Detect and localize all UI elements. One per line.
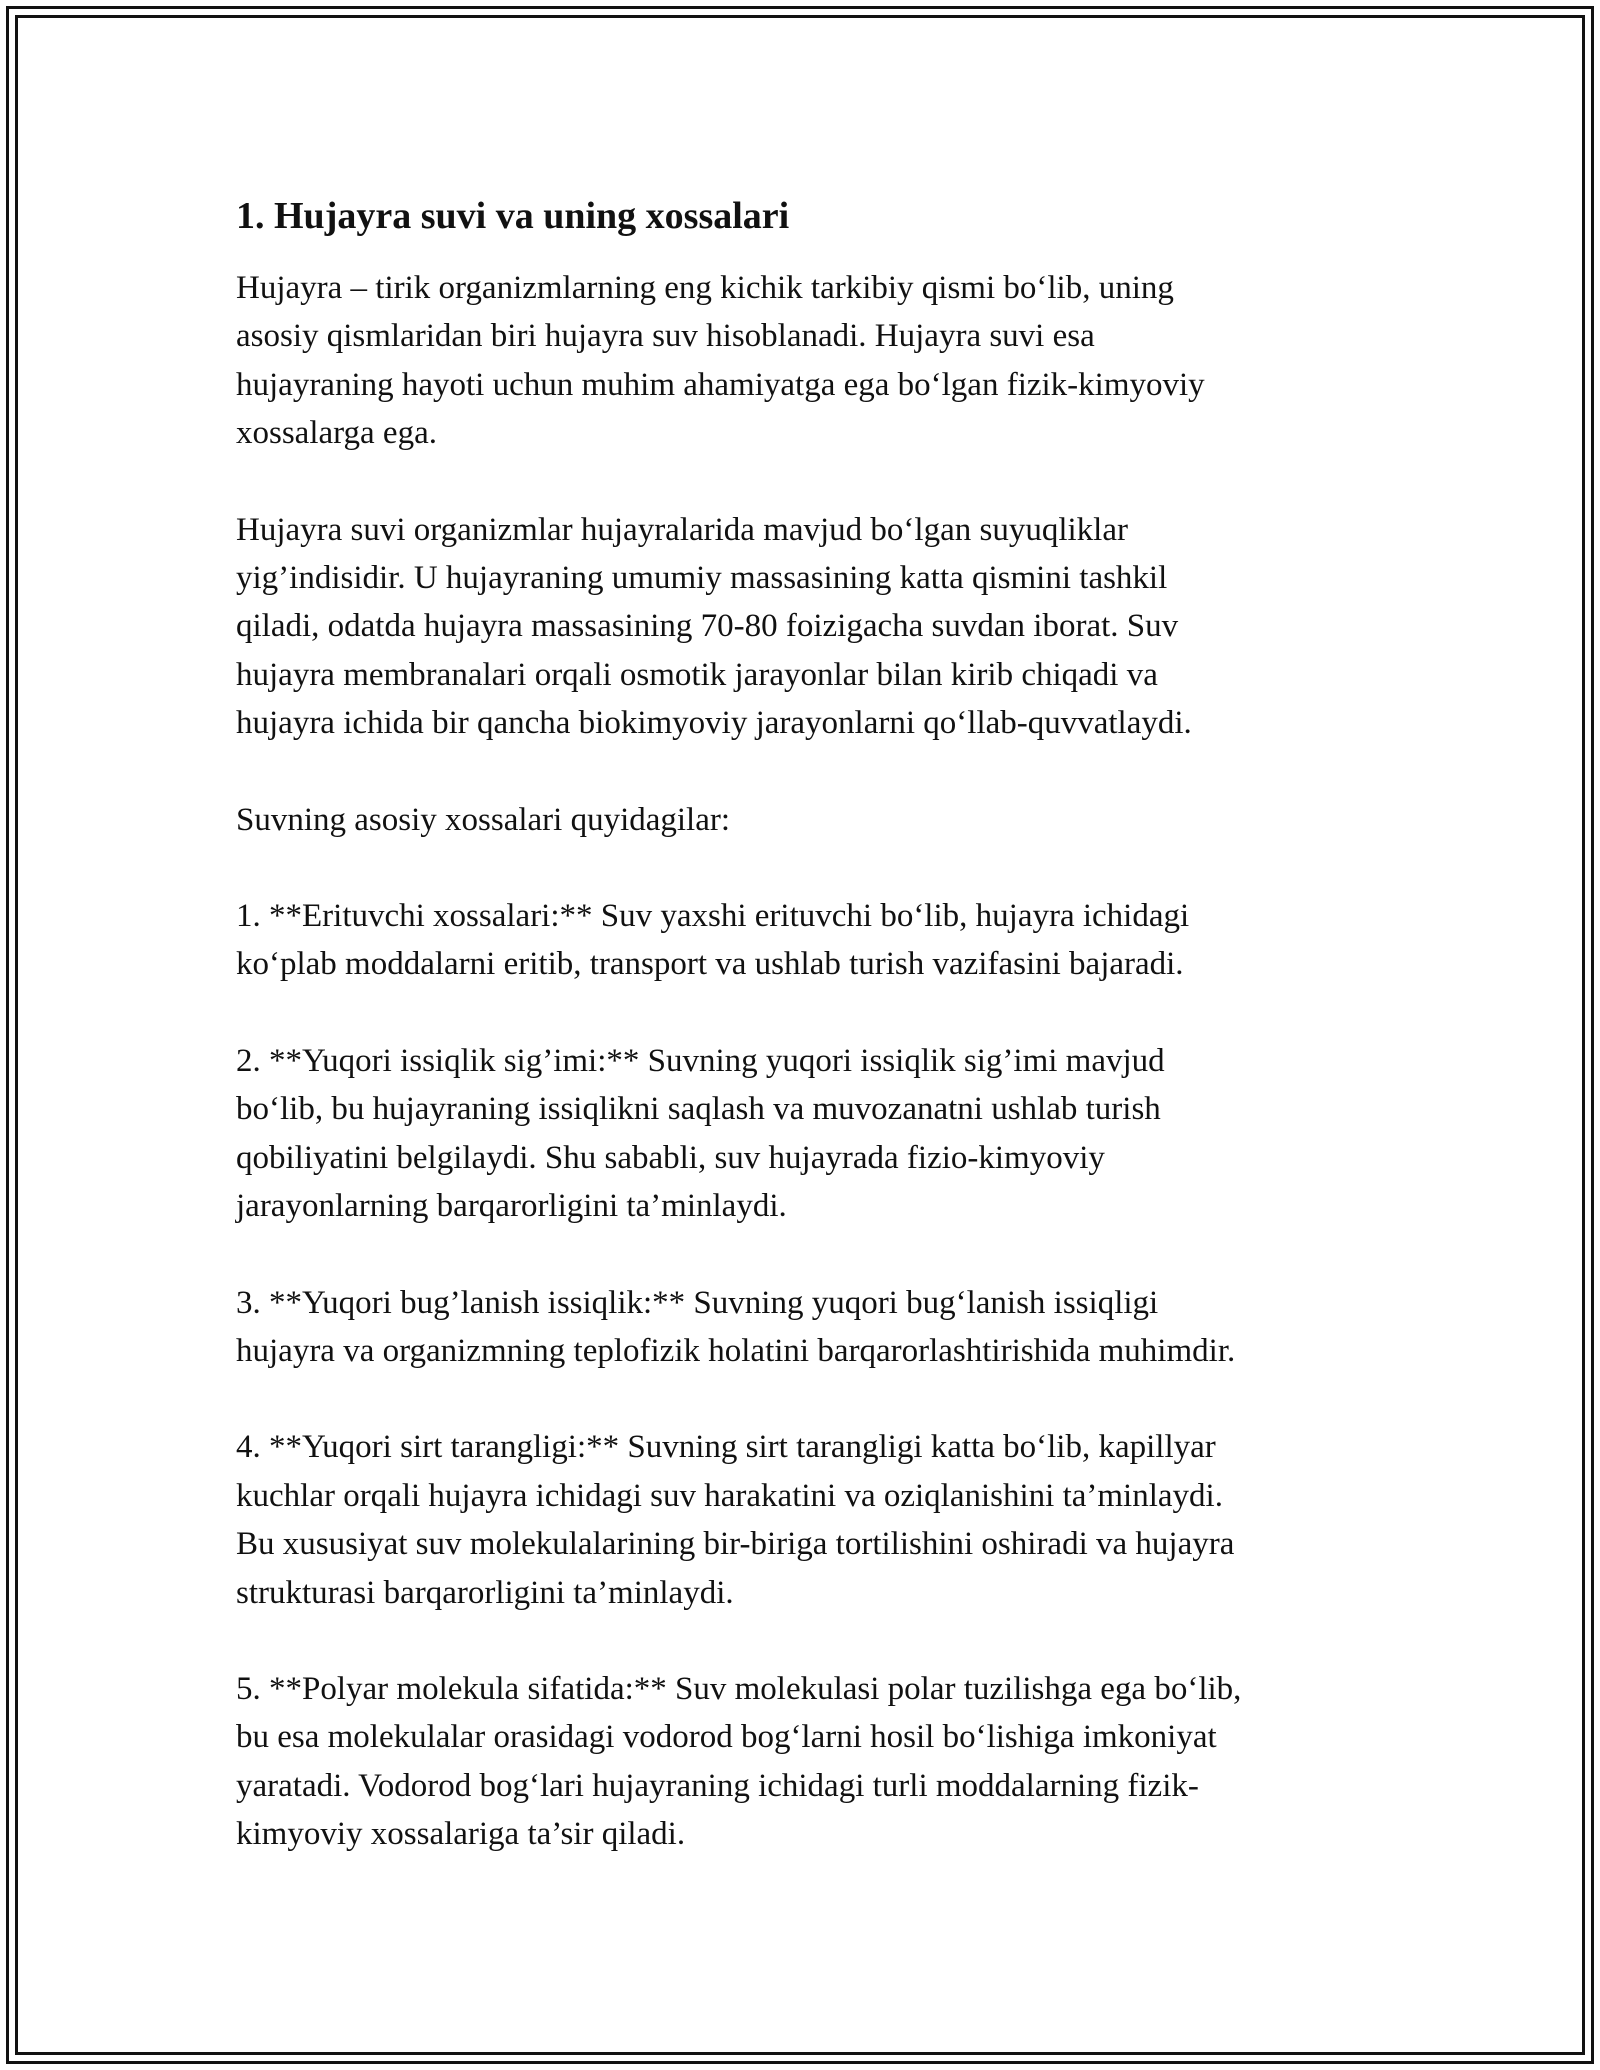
- paragraph-intro: Hujayra – tirik organizmlarning eng kichik tarkibiy qismi bo‘lib, uning asosiy qismlaridan biri hujayra suv hisoblanadi. Hujayra suvi esa hujayraning hayoti uchun muhim ahamiyatga ega bo‘lgan fizik-kimyoviy xossalarga ega.: [236, 270, 1205, 452]
- list-item-surface-tension: 4. **Yuqori sirt tarangligi:** Suvning sirt tarangligi katta bo‘lib, kapillyar kuchlar orqali hujayra ichidagi suv harakatini va oziqlanishini ta’minlaydi. Bu xususiyat suv molekulalarining bir-biriga tortilishini oshiradi va hujayra strukturasi barqarorligini ta’minlaydi.: [236, 1429, 1235, 1611]
- document-body: [236, 188, 1366, 1907]
- list-item-polar-molecule: 5. **Polyar molekula sifatida:** Suv molekulasi polar tuzilishga ega bo‘lib, bu esa molekulalar orasidagi vodorod bog‘larni hosil bo‘lishiga imkoniyat yaratadi. Vodorod bog‘lari hujayraning ichidagi turli moddalarning fizik- kimyoviy xossalariga ta’sir qiladi.: [236, 1670, 1242, 1853]
- paragraph-cell-water: Hujayra suvi organizmlar hujayralarida mavjud bo‘lgan suyuqliklar yig’indisidir. U hujayraning umumiy massasining katta qismini tashkil qiladi, odatda hujayra massasining 70-80 foizigacha suvdan iborat. Suv hujayra membranalari orqali osmotik jarayonlar bilan kirib chiqadi va hujayra ichida bir qancha biokimyoviy jarayonlarni qo‘llab-quvvatlaydi.: [236, 511, 1192, 742]
- list-item-solvent: 1. **Erituvchi xossalari:** Suv yaxshi erituvchi bo‘lib, hujayra ichidagi ko‘plab moddalarni eritib, transport va ushlab turish vazifasini bajaradi.: [236, 898, 1190, 983]
- paragraph-properties-intro: Suvning asosiy xossalari quyidagilar:: [236, 801, 731, 838]
- section-heading: 1. Hujayra suvi va uning xossalari: [236, 195, 790, 237]
- list-item-heat-capacity: 2. **Yuqori issiqlik sig’imi:** Suvning yuqori issiqlik sig’imi mavjud bo‘lib, bu hujayraning issiqlikni saqlash va muvozanatni ushlab turish qobiliyatini belgilaydi. Shu sababli, suv hujayrada fizio-kimyoviy jarayonlarning barqarorligini ta’minlaydi.: [236, 1042, 1165, 1225]
- list-item-evaporation-heat: 3. **Yuqori bug’lanish issiqlik:** Suvning yuqori bug‘lanish issiqligi hujayra va organizmning teplofizik holatini barqarorlashtirishida muhimdir.: [236, 1284, 1236, 1369]
